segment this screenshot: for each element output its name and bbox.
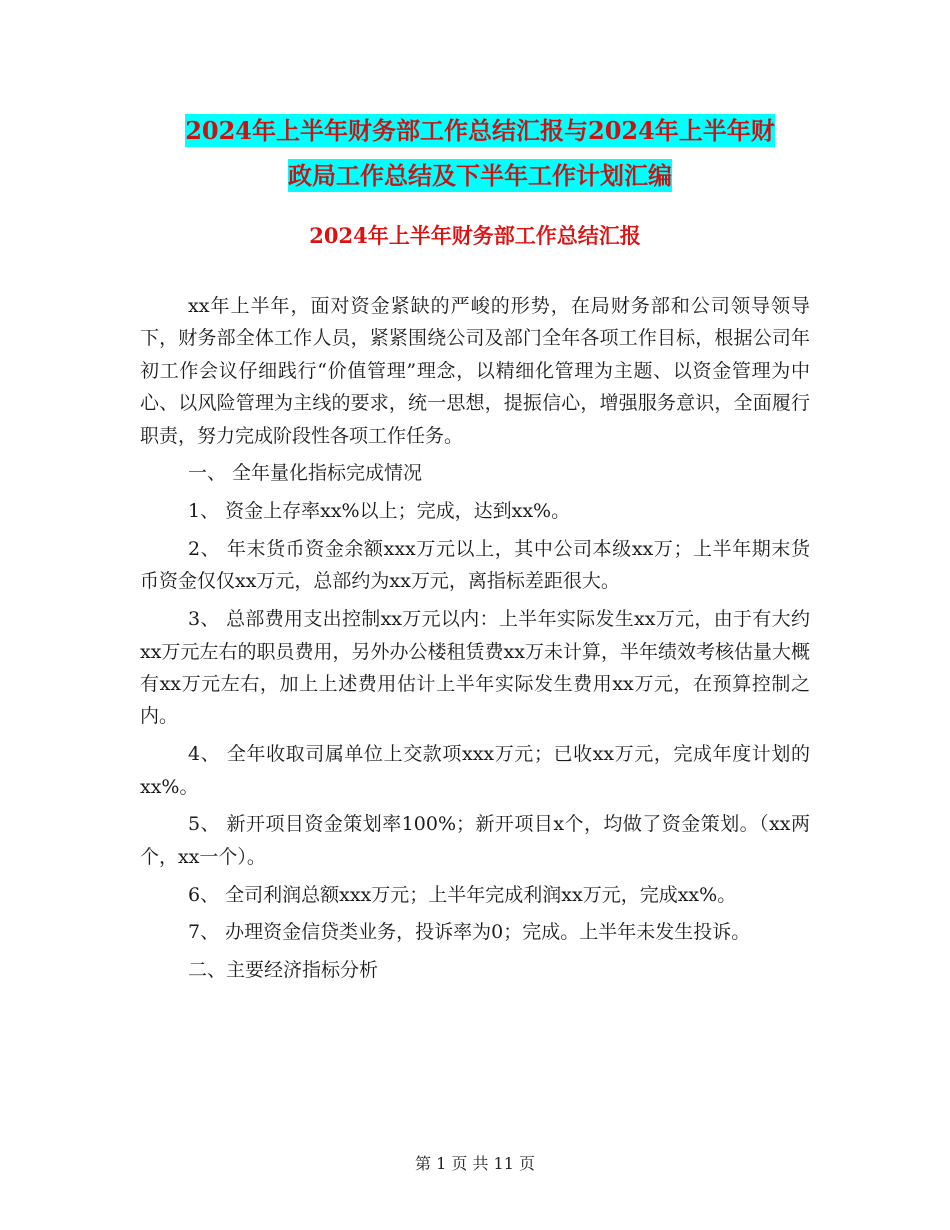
document-title <box>140 108 820 198</box>
list-item-7: 7、 办理资金信贷类业务，投诉率为0；完成。上半年未发生投诉。 <box>188 921 751 944</box>
title-line-2: 政局工作总结及下半年工作计划汇编 <box>288 161 672 190</box>
list-item-2: 2、 年末货币资金余额xxx万元以上，其中公司本级xx万；上半年期末货币资金仅仅xx万元，总部约为xx万元，离指标差距很大。 <box>140 538 810 593</box>
list-item-4: 4、 全年收取司属单位上交款项xxx万元；已收xx万元，完成年度计划的xx%。 <box>140 743 810 798</box>
section-heading-2: 二、主要经济指标分析 <box>188 959 379 982</box>
list-item-5: 5、 新开项目资金策划率100%；新开项目x个，均做了资金策划。（xx两个，xx一个）。 <box>140 813 810 868</box>
section-title: 2024年上半年财务部工作总结汇报 <box>309 223 641 248</box>
intro-paragraph: xx年上半年，面对资金紧缺的严峻的形势，在局财务部和公司领导领导下，财务部全体工作人员，紧紧围绕公司及部门全年各项工作目标，根据公司年初工作会议仔细践行“价值管理”理念，以精细化管理为主题、以资金管理为中心、以风险管理为主线的要求，统一思想，提振信心，增强服务意识，全面履行职责，努力完成阶段性各项工作任务。 <box>140 295 810 447</box>
document-body <box>140 290 810 992</box>
list-item-3: 3、 总部费用支出控制xx万元以内：上半年实际发生xx万元，由于有大约xx万元左右的职员费用，另外办公楼租赁费xx万未计算，半年绩效考核估量大概有xx万元左右，加上上述费用估计上半年实际发生费用xx万元，在预算控制之内。 <box>140 608 810 728</box>
section-heading-1: 一、 全年量化指标完成情况 <box>188 462 423 485</box>
page-footer: 第 1 页 共 11 页 <box>415 1154 535 1173</box>
title-line-1: 2024年上半年财务部工作总结汇报与2024年上半年财 <box>185 116 775 145</box>
list-item-6: 6、 全司利润总额xxx万元；上半年完成利润xx万元，完成xx%。 <box>188 883 737 906</box>
list-item-1: 1、 资金上存率xx%以上；完成，达到xx%。 <box>188 500 571 523</box>
